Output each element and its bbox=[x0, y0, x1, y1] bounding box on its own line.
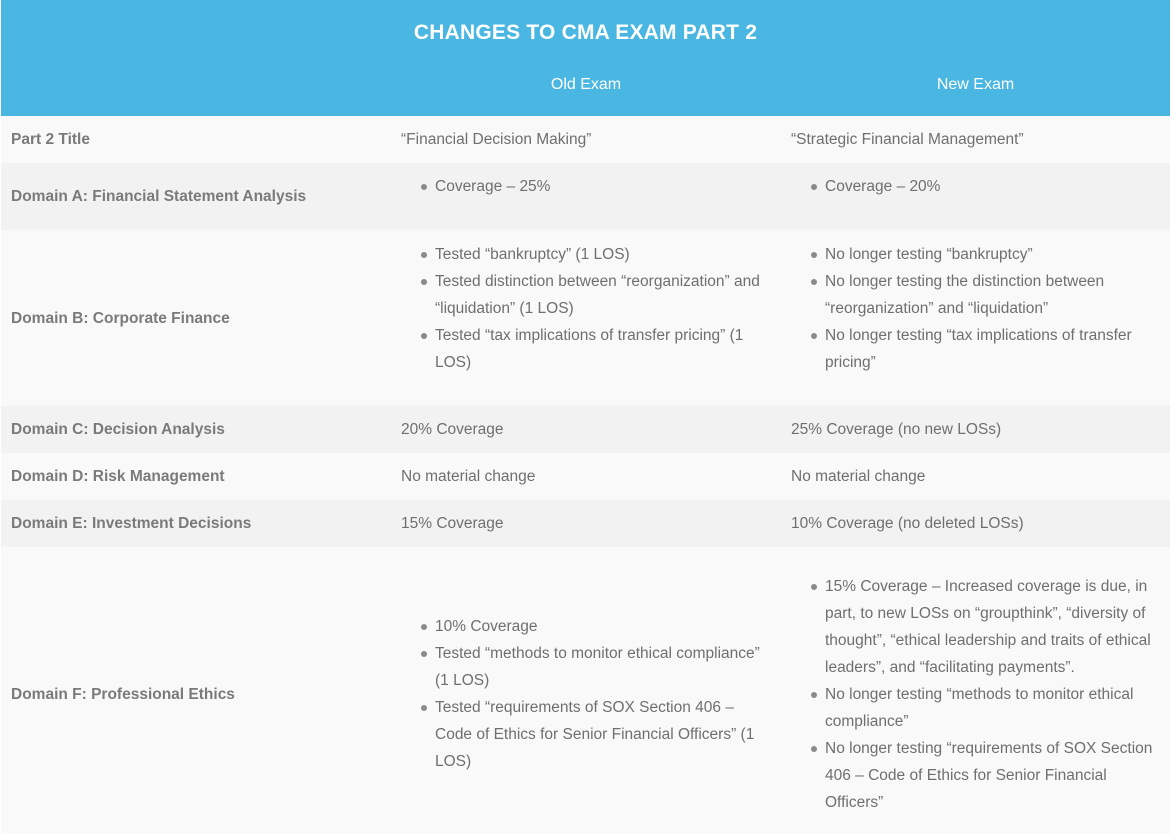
old-exam-cell bbox=[391, 230, 781, 406]
row-label: Domain E: Investment Decisions bbox=[1, 500, 391, 547]
row-label: Part 2 Title bbox=[1, 116, 391, 163]
table-row bbox=[1, 547, 1170, 834]
list-item: Tested “requirements of SOX Section 406 – Code of Ethics for Senior Financial Officers” (1 LOS) bbox=[435, 694, 771, 775]
header-new-exam: New Exam bbox=[781, 65, 1170, 116]
old-exam-cell bbox=[391, 547, 781, 834]
list-item: 15% Coverage – Increased coverage is due, in part, to new LOSs on “groupthink”, “diversity of thought”, “ethical leadership and traits of ethical leaders”, and “facilitating payments”. bbox=[825, 573, 1160, 681]
new-exam-cell bbox=[781, 230, 1170, 406]
old-exam-cell bbox=[391, 163, 781, 230]
old-exam-cell: “Financial Decision Making” bbox=[391, 116, 781, 163]
new-exam-cell: No material change bbox=[781, 453, 1170, 500]
list-item: Coverage – 25% bbox=[435, 173, 771, 200]
table-row bbox=[1, 116, 1170, 163]
row-label: Domain B: Corporate Finance bbox=[1, 230, 391, 406]
list-item: Tested “methods to monitor ethical compliance” (1 LOS) bbox=[435, 640, 771, 694]
header-blank bbox=[1, 65, 391, 116]
list-item: No longer testing the distinction between “reorganization” and “liquidation” bbox=[825, 268, 1160, 322]
list-item: Tested “bankruptcy” (1 LOS) bbox=[435, 241, 771, 268]
table-row bbox=[1, 230, 1170, 406]
new-exam-list bbox=[791, 573, 1160, 816]
list-item: Tested distinction between “reorganization” and “liquidation” (1 LOS) bbox=[435, 268, 771, 322]
table-row bbox=[1, 163, 1170, 230]
new-exam-cell bbox=[781, 547, 1170, 834]
new-exam-cell: “Strategic Financial Management” bbox=[781, 116, 1170, 163]
list-item: No longer testing “methods to monitor ethical compliance” bbox=[825, 681, 1160, 735]
cma-changes-table-container bbox=[1, 0, 1170, 834]
cma-changes-table bbox=[1, 0, 1170, 834]
row-label: Domain D: Risk Management bbox=[1, 453, 391, 500]
list-item: 10% Coverage bbox=[435, 613, 771, 640]
old-exam-list bbox=[401, 241, 771, 376]
table-header-row bbox=[1, 65, 1170, 116]
list-item: No longer testing “bankruptcy” bbox=[825, 241, 1160, 268]
table-title-row bbox=[1, 0, 1170, 65]
row-label: Domain A: Financial Statement Analysis bbox=[1, 163, 391, 230]
table-row bbox=[1, 453, 1170, 500]
new-exam-list bbox=[791, 241, 1160, 376]
table-row bbox=[1, 406, 1170, 453]
list-item: No longer testing “tax implications of transfer pricing” bbox=[825, 322, 1160, 376]
list-item: Tested “tax implications of transfer pricing” (1 LOS) bbox=[435, 322, 771, 376]
list-item: Coverage – 20% bbox=[825, 173, 1160, 200]
old-exam-cell: 15% Coverage bbox=[391, 500, 781, 547]
old-exam-list bbox=[401, 613, 771, 775]
row-label: Domain F: Professional Ethics bbox=[1, 547, 391, 834]
new-exam-cell bbox=[781, 163, 1170, 230]
new-exam-cell: 25% Coverage (no new LOSs) bbox=[781, 406, 1170, 453]
row-label: Domain C: Decision Analysis bbox=[1, 406, 391, 453]
table-row bbox=[1, 500, 1170, 547]
header-old-exam: Old Exam bbox=[391, 65, 781, 116]
new-exam-list bbox=[791, 173, 1160, 200]
old-exam-cell: 20% Coverage bbox=[391, 406, 781, 453]
old-exam-cell: No material change bbox=[391, 453, 781, 500]
new-exam-cell: 10% Coverage (no deleted LOSs) bbox=[781, 500, 1170, 547]
table-title: CHANGES TO CMA EXAM PART 2 bbox=[1, 0, 1170, 65]
old-exam-list bbox=[401, 173, 771, 200]
list-item: No longer testing “requirements of SOX Section 406 – Code of Ethics for Senior Financial Officers” bbox=[825, 735, 1160, 816]
